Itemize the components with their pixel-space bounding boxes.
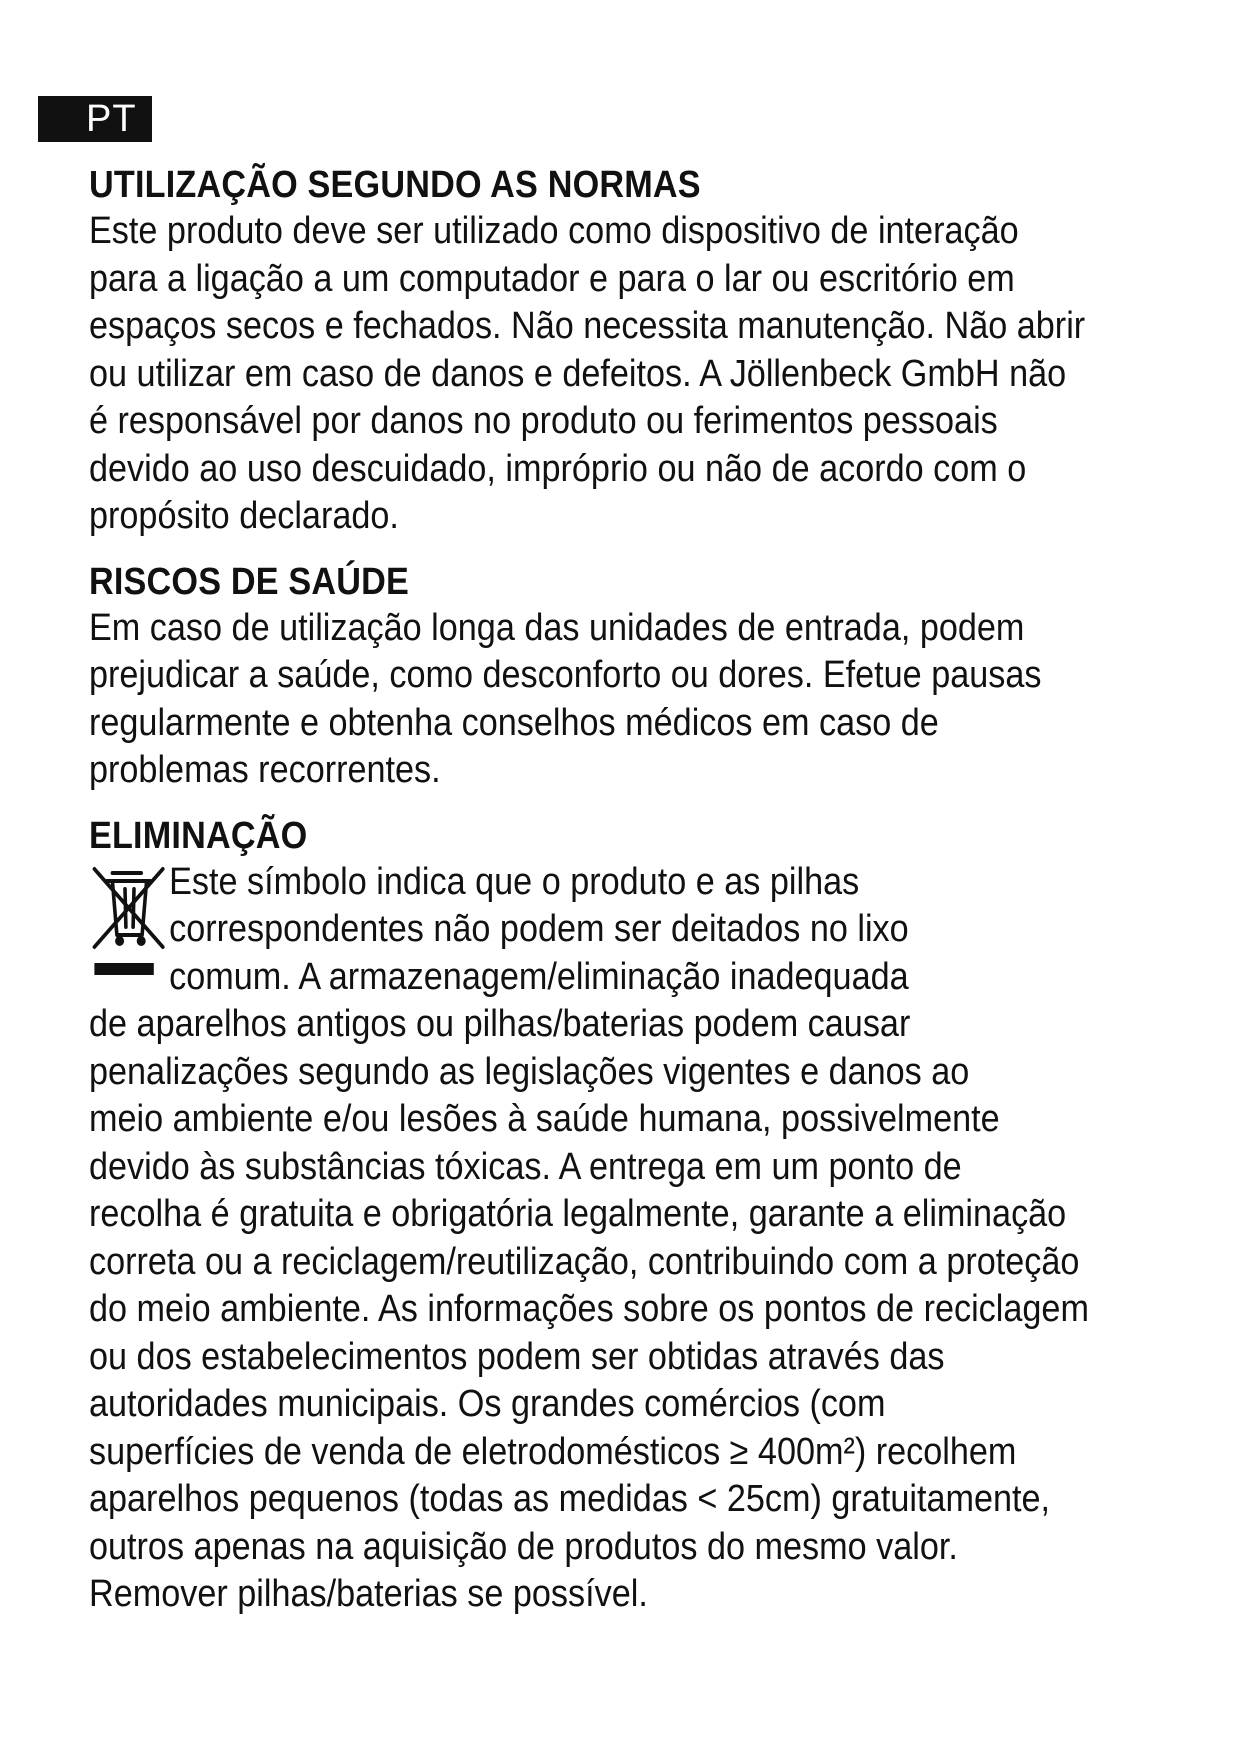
text-line: prejudicar a saúde, como desconforto ou dores. Efetue pausas xyxy=(89,654,1042,696)
text-line: Este símbolo indica que o produto e as pilhas xyxy=(169,860,860,903)
text-line: recolha é gratuita e obrigatória legalmente, garante a eliminação xyxy=(89,1193,1067,1235)
text-line: correspondentes não podem ser deitados no lixo xyxy=(169,908,909,950)
health-risks-text xyxy=(89,605,1088,795)
text-line: devido às substâncias tóxicas. A entrega em um ponto de xyxy=(89,1145,962,1188)
text-line: problemas recorrentes. xyxy=(89,749,441,791)
text-line: espaços secos e fechados. Não necessita manutenção. Não abrir xyxy=(89,305,1086,347)
text-line: é responsável por danos no produto ou ferimentos pessoais xyxy=(89,400,998,442)
disposal-intro-text xyxy=(169,859,1088,1002)
intended-use-text xyxy=(89,208,1088,541)
text-line: para a ligação a um computador e para o lar ou escritório em xyxy=(89,257,1015,300)
text-line: Remover pilhas/baterias se possível. xyxy=(89,1573,648,1615)
text-line: correta ou a reciclagem/reutilização, contribuindo com a proteção xyxy=(89,1240,1080,1283)
text-line: outros apenas na aquisição de produtos do mesmo valor. xyxy=(89,1525,958,1568)
text-line: penalizações segundo as legislações vigentes e danos ao xyxy=(89,1050,970,1093)
manual-page-content xyxy=(89,162,1088,1637)
text-line: propósito declarado. xyxy=(89,495,399,537)
disposal-text xyxy=(89,1001,1088,1619)
health-risks-heading: RISCOS DE SAÚDE xyxy=(89,560,410,603)
text-line: ou utilizar em caso de danos e defeitos. A Jöllenbeck GmbH não xyxy=(89,352,1067,395)
text-line: meio ambiente e/ou lesões à saúde humana, possivelmente xyxy=(89,1098,1000,1140)
text-line: ou dos estabelecimentos podem ser obtidas através das xyxy=(89,1335,945,1378)
text-line: superfícies de venda de eletrodomésticos ≥ 400m²) recolhem xyxy=(89,1430,1017,1473)
intended-use-heading: UTILIZAÇÃO SEGUNDO AS NORMAS xyxy=(89,164,701,206)
text-line: de aparelhos antigos ou pilhas/baterias podem causar xyxy=(89,1003,911,1045)
disposal-heading: ELIMINAÇÃO xyxy=(89,814,308,857)
text-line: regularmente e obtenha conselhos médicos em caso de xyxy=(89,701,939,744)
text-line: aparelhos pequenos (todas as medidas < 25cm) gratuitamente, xyxy=(89,1478,1051,1520)
text-line: Em caso de utilização longa das unidades de entrada, podem xyxy=(89,606,1025,649)
text-line: do meio ambiente. As informações sobre os pontos de reciclagem xyxy=(89,1288,1089,1330)
text-line: autoridades municipais. Os grandes comércios (com xyxy=(89,1383,886,1425)
crossed-out-wheelie-bin-icon xyxy=(89,863,169,983)
text-line: comum. A armazenagem/eliminação inadequada xyxy=(169,955,909,998)
text-line: devido ao uso descuidado, impróprio ou não de acordo com o xyxy=(89,447,1027,490)
language-badge: PT xyxy=(38,96,152,142)
disposal-intro-block xyxy=(89,859,1088,1002)
text-line: Este produto deve ser utilizado como dispositivo de interação xyxy=(89,210,1019,252)
